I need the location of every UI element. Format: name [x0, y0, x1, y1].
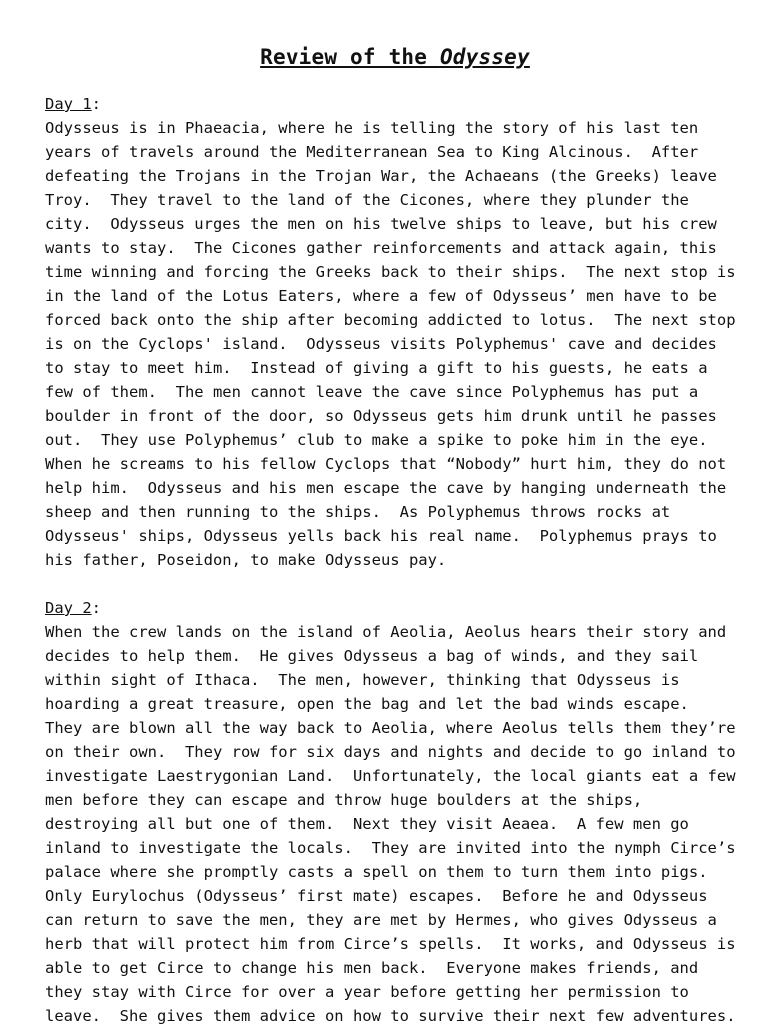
paragraph-line: defeating the Trojans in the Trojan War, the Achaeans (the Greeks) leave [45, 167, 717, 185]
paragraph-line: on their own. They row for six days and nights and decide to go inland to [45, 743, 736, 761]
paragraph-line: men before they can escape and throw huge boulders at the ships, [45, 791, 643, 809]
day-heading [45, 92, 745, 116]
paragraph-line: help him. Odysseus and his men escape the cave by hanging underneath the [45, 479, 727, 497]
paragraph-line: they stay with Circe for over a year before getting her permission to [45, 983, 689, 1001]
paragraph-line: They are blown all the way back to Aeolia, where Aeolus tells them they’re [45, 719, 736, 737]
paragraph-line: wants to stay. The Cicones gather reinforcements and attack again, this [45, 239, 717, 257]
section-gap [45, 572, 745, 596]
day-label-suffix: : [91, 95, 102, 113]
paragraph-line: time winning and forcing the Greeks back to their ships. The next stop is [45, 263, 736, 281]
paragraph-line: is on the Cyclops' island. Odysseus visits Polyphemus' cave and decides [45, 335, 717, 353]
paragraph-line: out. They use Polyphemus’ club to make a spike to poke him in the eye. [45, 431, 708, 449]
paragraph-line: sheep and then running to the ships. As Polyphemus throws rocks at [45, 503, 671, 521]
paragraph-line: decides to help them. He gives Odysseus a bag of winds, and they sail [45, 647, 699, 665]
title-prefix: Review of the [260, 45, 440, 69]
paragraph-line: within sight of Ithaca. The men, however, thinking that Odysseus is [45, 671, 680, 689]
paragraph-line: boulder in front of the door, so Odysseus gets him drunk until he passes [45, 407, 717, 425]
paragraph-line: to stay to meet him. Instead of giving a gift to his guests, he eats a [45, 359, 708, 377]
day-label: Day 1 [45, 95, 92, 113]
paragraph-line: Only Eurylochus (Odysseus’ first mate) escapes. Before he and Odysseus [45, 887, 708, 905]
paragraph-line: Odysseus is in Phaeacia, where he is telling the story of his last ten [45, 119, 699, 137]
paragraph-line: forced back onto the ship after becoming addicted to lotus. The next stop [45, 311, 736, 329]
page-title [45, 42, 745, 72]
paragraph-line: years of travels around the Mediterranean Sea to King Alcinous. After [45, 143, 699, 161]
paragraph-line: Troy. They travel to the land of the Cicones, where they plunder the [45, 191, 689, 209]
paragraph-line: leave. She gives them advice on how to survive their next few adventures. [45, 1007, 736, 1025]
day-heading [45, 596, 745, 620]
day-section [45, 92, 745, 572]
paragraph-line: When the crew lands on the island of Aeolia, Aeolus hears their story and [45, 623, 727, 641]
paragraph-line: in the land of the Lotus Eaters, where a few of Odysseus’ men have to be [45, 287, 717, 305]
paragraph-line: When he screams to his fellow Cyclops that “Nobody” hurt him, they do not [45, 455, 727, 473]
day-label: Day 2 [45, 599, 92, 617]
sections-container [45, 92, 745, 1028]
paragraph-line: few of them. The men cannot leave the cave since Polyphemus has put a [45, 383, 699, 401]
paragraph-line: Odysseus' ships, Odysseus yells back his real name. Polyphemus prays to [45, 527, 717, 545]
paragraph-line: herb that will protect him from Circe’s spells. It works, and Odysseus is [45, 935, 736, 953]
day-paragraph [45, 620, 745, 1028]
paragraph-line: destroying all but one of them. Next they visit Aeaea. A few men go [45, 815, 689, 833]
paragraph-line: inland to investigate the locals. They are invited into the nymph Circe’s [45, 839, 736, 857]
title-work: Odyssey [439, 45, 530, 69]
day-section [45, 596, 745, 1028]
paragraph-line: able to get Circe to change his men back. Everyone makes friends, and [45, 959, 699, 977]
document-page [45, 42, 745, 1028]
paragraph-line: palace where she promptly casts a spell on them to turn them into pigs. [45, 863, 708, 881]
day-paragraph [45, 116, 745, 572]
paragraph-line: his father, Poseidon, to make Odysseus pay. [45, 551, 447, 569]
paragraph-line: investigate Laestrygonian Land. Unfortunately, the local giants eat a few [45, 767, 736, 785]
paragraph-line: city. Odysseus urges the men on his twelve ships to leave, but his crew [45, 215, 717, 233]
day-label-suffix: : [91, 599, 102, 617]
paragraph-line: hoarding a great treasure, open the bag and let the bad winds escape. [45, 695, 689, 713]
paragraph-line: can return to save the men, they are met by Hermes, who gives Odysseus a [45, 911, 717, 929]
